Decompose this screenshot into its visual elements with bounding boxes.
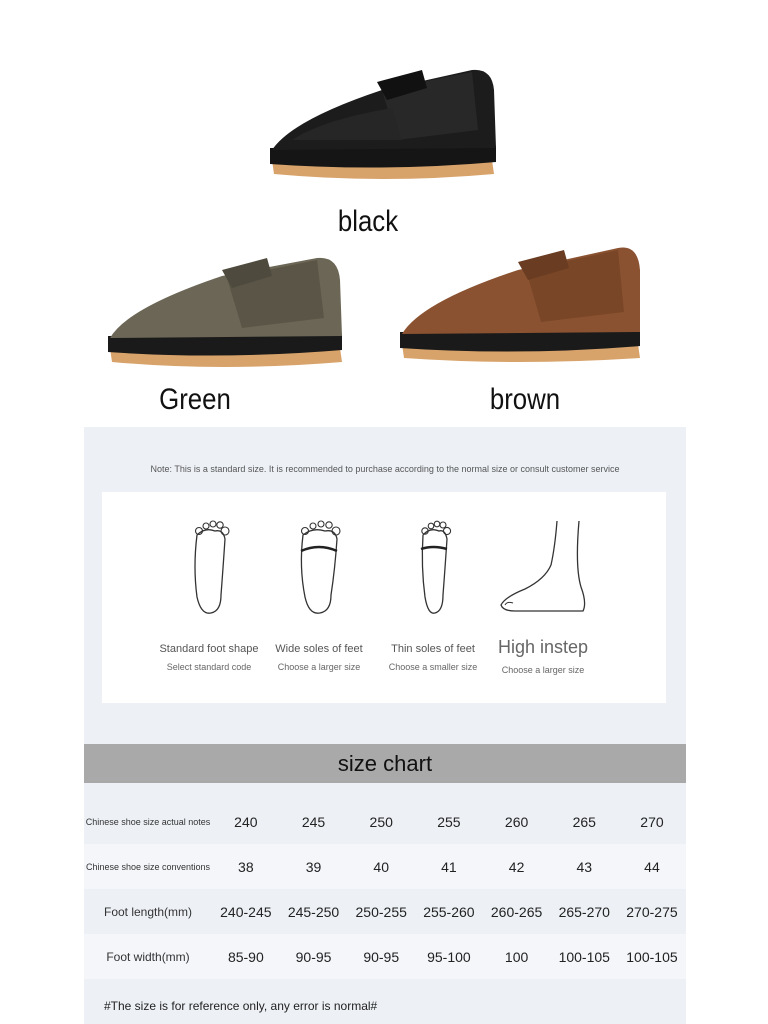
thin-foot-icon [413,517,453,617]
table-cell: 85-90 [227,948,264,965]
size-chart-title: size chart [84,744,686,783]
color-label-brown: brown [489,383,561,416]
table-cell: 100 [504,948,529,965]
table-cell: 240 [234,813,258,830]
wide-foot-icon [295,517,343,617]
table-row [84,844,686,889]
foot-type-title: Wide soles of feet [275,643,363,655]
table-cell: 39 [305,858,322,875]
table-cell: 95-100 [427,948,471,965]
table-cell: 245 [301,813,326,830]
foot-type-title: High instep [497,637,589,657]
table-cell: 40 [373,858,389,875]
row-label: Foot length(mm) [103,904,193,919]
foot-type-high-instep [478,492,608,675]
table-cell: 270-275 [626,903,678,920]
table-cell: 90-95 [295,948,332,965]
foot-type-wide [254,492,384,672]
table-cell: 250-255 [355,903,407,920]
row-label: Foot width(mm) [106,949,190,964]
foot-type-subtitle: Choose a larger size [501,665,585,675]
foot-type-title: Thin soles of feet [391,643,475,655]
row-label: Chinese shoe size actual notes [85,816,211,827]
table-cell: 255 [437,813,461,830]
table-cell: 270 [640,813,664,830]
table-cell: 240-245 [220,903,272,920]
table-row [84,799,686,844]
foot-shape-card [102,492,666,703]
standard-foot-icon [187,517,231,617]
foot-type-title: Standard foot shape [159,643,259,655]
table-cell: 265-270 [558,903,610,920]
table-row [84,934,686,979]
high-instep-icon [495,517,591,617]
foot-type-subtitle: Choose a smaller size [388,662,478,672]
shoe-black-image [262,60,507,188]
table-cell: 90-95 [363,948,400,965]
table-cell: 245-250 [287,903,340,920]
foot-type-subtitle: Choose a larger size [277,662,361,672]
size-disclaimer: #The size is for reference only, any error is normal# [104,999,378,1013]
color-label-green: Green [159,383,231,416]
shoe-brown-image [396,240,648,366]
size-info-panel [84,427,686,1024]
table-cell: 260-265 [490,903,543,920]
table-cell: 100-105 [558,948,610,965]
table-cell: 255-260 [423,903,475,920]
row-label: Chinese shoe size conventions [85,861,211,872]
table-cell: 42 [508,858,525,875]
table-cell: 250 [369,813,393,830]
size-note: Note: This is a standard size. It is recommended to purchase according to the normal size or consult customer service [150,464,620,474]
table-row [84,889,686,934]
table-cell: 38 [238,858,254,875]
table-cell: 44 [644,858,660,875]
foot-type-subtitle: Select standard code [166,662,252,672]
table-cell: 100-105 [626,948,678,965]
color-label-black: black [337,205,399,238]
table-cell: 260 [504,813,529,830]
table-cell: 43 [576,858,593,875]
table-cell: 265 [572,813,596,830]
table-cell: 41 [441,858,457,875]
shoe-green-image [102,252,352,372]
